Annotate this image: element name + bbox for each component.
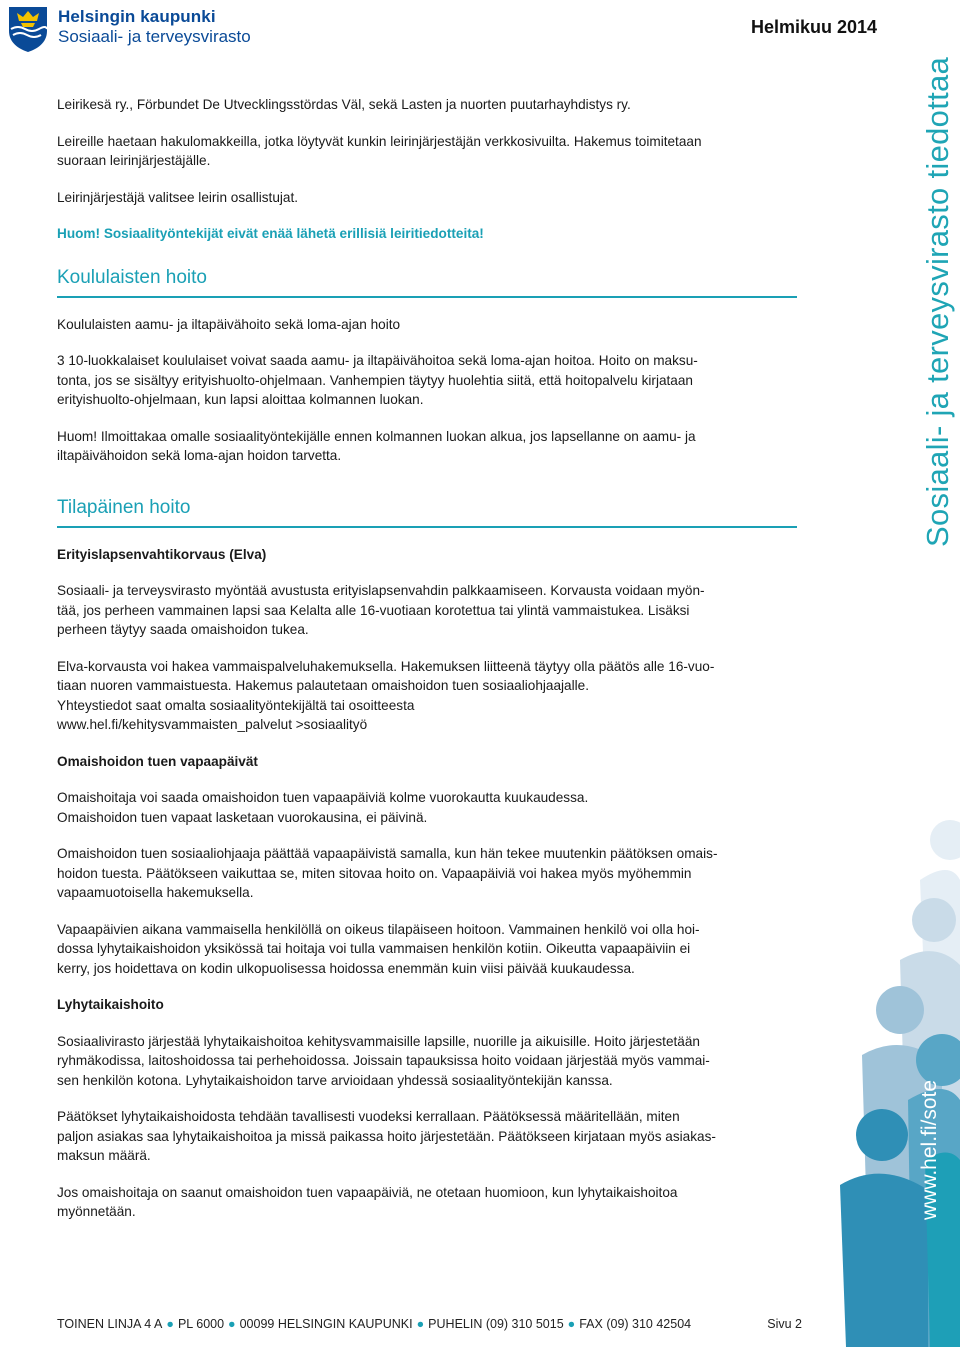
- website-url-vertical: [918, 1079, 958, 1230]
- footer-fax: FAX (09) 310 42504: [579, 1317, 692, 1331]
- paragraph-line: Yhteystiedot saat omalta sosiaalityöntekijältä tai osoitteesta: [57, 697, 415, 713]
- main-content: [57, 95, 797, 1222]
- paragraph-line: Vapaapäivien aikana vammaisella henkilöllä on oikeus tilapäiseen hoitoon. Vammainen henkilö voi olla hoi-: [57, 921, 700, 937]
- bullet-dot-icon: ●: [567, 1317, 576, 1331]
- intro-paragraph: Leirikesä ry., Förbundet De Utvecklingsstördas Väl, sekä Lasten ja nuorten puutarhayhdistys ry.: [57, 97, 631, 112]
- paragraph-line: Omaishoidon tuen vapaat lasketaan vuorokausina, ei päivinä.: [57, 809, 428, 825]
- intro-paragraph: Leirinjärjestäjä valitsee leirin osallistujat.: [57, 189, 299, 205]
- page-number: Sivu 2: [767, 1317, 802, 1331]
- paragraph-line: tää, jos perheen vammainen lapsi saa Kelalta alle 16-vuotiaan korotettua tai ylintä vammaistukea. Lisäksi: [57, 602, 690, 618]
- subheading-elva: Erityislapsenvahtikorvaus (Elva): [57, 546, 267, 562]
- web-link[interactable]: www.hel.fi/kehitysvammaisten_palvelut >sosiaalityö: [57, 717, 368, 732]
- section-subtitle: Koululaisten aamu- ja iltapäivähoito sekä loma-ajan hoito: [57, 316, 401, 332]
- paragraph-line: Sosiaalivirasto järjestää lyhytaikaishoitoa kehitysvammaisille lapsille, nuorille ja aikuisille. Hoito järjestetään: [57, 1033, 700, 1049]
- footer-address: TOINEN LINJA 4 A: [57, 1317, 163, 1331]
- paragraph-line: Sosiaali- ja terveysvirasto myöntää avustusta erityislapsenvahdin palkkaamiseen. Korvausta voidaan myön-: [57, 583, 705, 598]
- paragraph-line: Huom! Ilmoittakaa omalle sosiaalityöntekijälle ennen kolmannen luokan alkua, jos lapsellanne on aamu- ja: [57, 428, 696, 444]
- paragraph-line: Omaishoitaja voi saada omaishoidon tuen vapaapäiviä kolme vuorokautta kuukaudessa.: [57, 790, 589, 805]
- paragraph-line: sen henkilön kotona. Lyhytaikaishoidon tarve arvioidaan yhdessä sosiaalityöntekijän kanssa.: [57, 1072, 613, 1088]
- intro-paragraph-line: Leireille haetaan hakulomakkeilla, jotka löytyvät kunkin leirinjärjestäjän verkkosivuilta. Hakemus toimitetaan: [57, 133, 702, 149]
- footer-po-box: PL 6000: [177, 1317, 225, 1331]
- bullet-dot-icon: ●: [228, 1317, 236, 1331]
- org-department: Sosiaali- ja terveysvirasto: [58, 27, 251, 46]
- footer-phone: PUHELIN (09) 310 5015: [428, 1317, 564, 1331]
- paragraph-line: maksun määrä.: [57, 1148, 151, 1163]
- people-silhouettes-graphic: [830, 800, 960, 1347]
- paragraph-line: Jos omaishoitaja on saanut omaishoidon tuen vapaapäiviä, ne otetaan huomioon, kun lyhytaikaishoitoa: [57, 1184, 678, 1200]
- notice-text: Huom! Sosiaalityöntekijät eivät enää lähetä erillisiä leiritiedotteita!: [57, 226, 484, 241]
- paragraph-line: ryhmäkodissa, laitoshoidossa tai perhehoidossa. Joissain tapauksissa hoito voidaan järjestää myös vammai-: [57, 1053, 710, 1068]
- footer-postal: 00099 HELSINGIN KAUPUNKI: [239, 1317, 413, 1331]
- vertical-tagline: [880, 20, 955, 550]
- helsinki-crest-logo: [7, 5, 49, 53]
- paragraph-line: hoidon tuesta. Päätökseen vaikuttaa se, miten sitovaa hoito on. Vapaapäiviä voi hakea myös myöhemmin: [57, 865, 692, 881]
- paragraph-line: Elva-korvausta voi hakea vammaispalveluhakemuksella. Hakemuksen liitteenä täytyy olla päätös alle 16-vuo-: [57, 658, 715, 674]
- paragraph-line: erityishuolto-ohjelmaan, kun lapsi aloittaa kolmannen luokan.: [57, 392, 424, 407]
- page-footer: [57, 1317, 802, 1331]
- paragraph-line: vapaamuotoisella hakemuksella.: [57, 885, 254, 900]
- paragraph-line: paljon asiakas saa lyhytaikaishoitoa ja missä paikassa hoito järjestetään. Päätökseen kirjataan myös asiakas-: [57, 1128, 716, 1144]
- paragraph-line: iltapäivähoidon sekä loma-ajan hoidon tarvetta.: [57, 448, 342, 463]
- bullet-dot-icon: ●: [416, 1317, 425, 1331]
- bullet-dot-icon: ●: [166, 1317, 174, 1331]
- subheading-lyhytaikaishoito: Lyhytaikaishoito: [57, 997, 164, 1012]
- paragraph-line: perheen täytyy saada omaishoidon tukea.: [57, 622, 309, 637]
- tagline-text: Sosiaali- ja terveysvirasto tiedottaa: [920, 56, 955, 547]
- subheading-vapaapaivat: Omaishoidon tuen vapaapäivät: [57, 753, 258, 769]
- paragraph-line: tiaan nuoren vammaistuesta. Hakemus palautetaan omaishoidon tuen sosiaaliohjaajalle.: [57, 678, 589, 693]
- paragraph-line: kerry, jos hoidettava on kodin ulkopuolisessa hoidossa enemmän kuin viisi päivää kuukaudessa.: [57, 960, 635, 976]
- paragraph-line: 3 10-luokkalaiset koululaiset voivat saada aamu- ja iltapäivähoitoa sekä loma-ajan hoitoa. Hoito on maksu-: [57, 353, 698, 368]
- intro-paragraph-line: suoraan leirinjärjestäjälle.: [57, 153, 211, 168]
- website-url-text: www.hel.fi/sote: [918, 1079, 941, 1220]
- issue-date: Helmikuu 2014: [751, 17, 878, 37]
- paragraph-line: myönnetään.: [57, 1204, 136, 1219]
- paragraph-line: Päätökset lyhytaikaishoidosta tehdään tavallisesti vuodeksi kerrallaan. Päätöksessä määritellään, miten: [57, 1109, 680, 1124]
- page-header: [0, 0, 960, 60]
- section-heading-tilapainen-hoito: Tilapäinen hoito: [57, 496, 797, 528]
- section-heading-koululaisten-hoito: Koululaisten hoito: [57, 266, 797, 298]
- org-name: Helsingin kaupunki: [58, 7, 216, 26]
- paragraph-line: Omaishoidon tuen sosiaaliohjaaja päättää vapaapäivistä samalla, kun hän tekee muutenkin päätöksen omais-: [57, 846, 718, 861]
- paragraph-line: tonta, jos se sisältyy erityishuolto-ohjelmaan. Vanhempien täytyy huolehtia siitä, että hoitopalvelu kirjataan: [57, 372, 693, 388]
- paragraph-line: dossa lyhytaikaishoidon yksikössä tai hoitaja voi tulla vammaisen henkilön kotiin. Oikeutta vapaapäiviin ei: [57, 941, 691, 956]
